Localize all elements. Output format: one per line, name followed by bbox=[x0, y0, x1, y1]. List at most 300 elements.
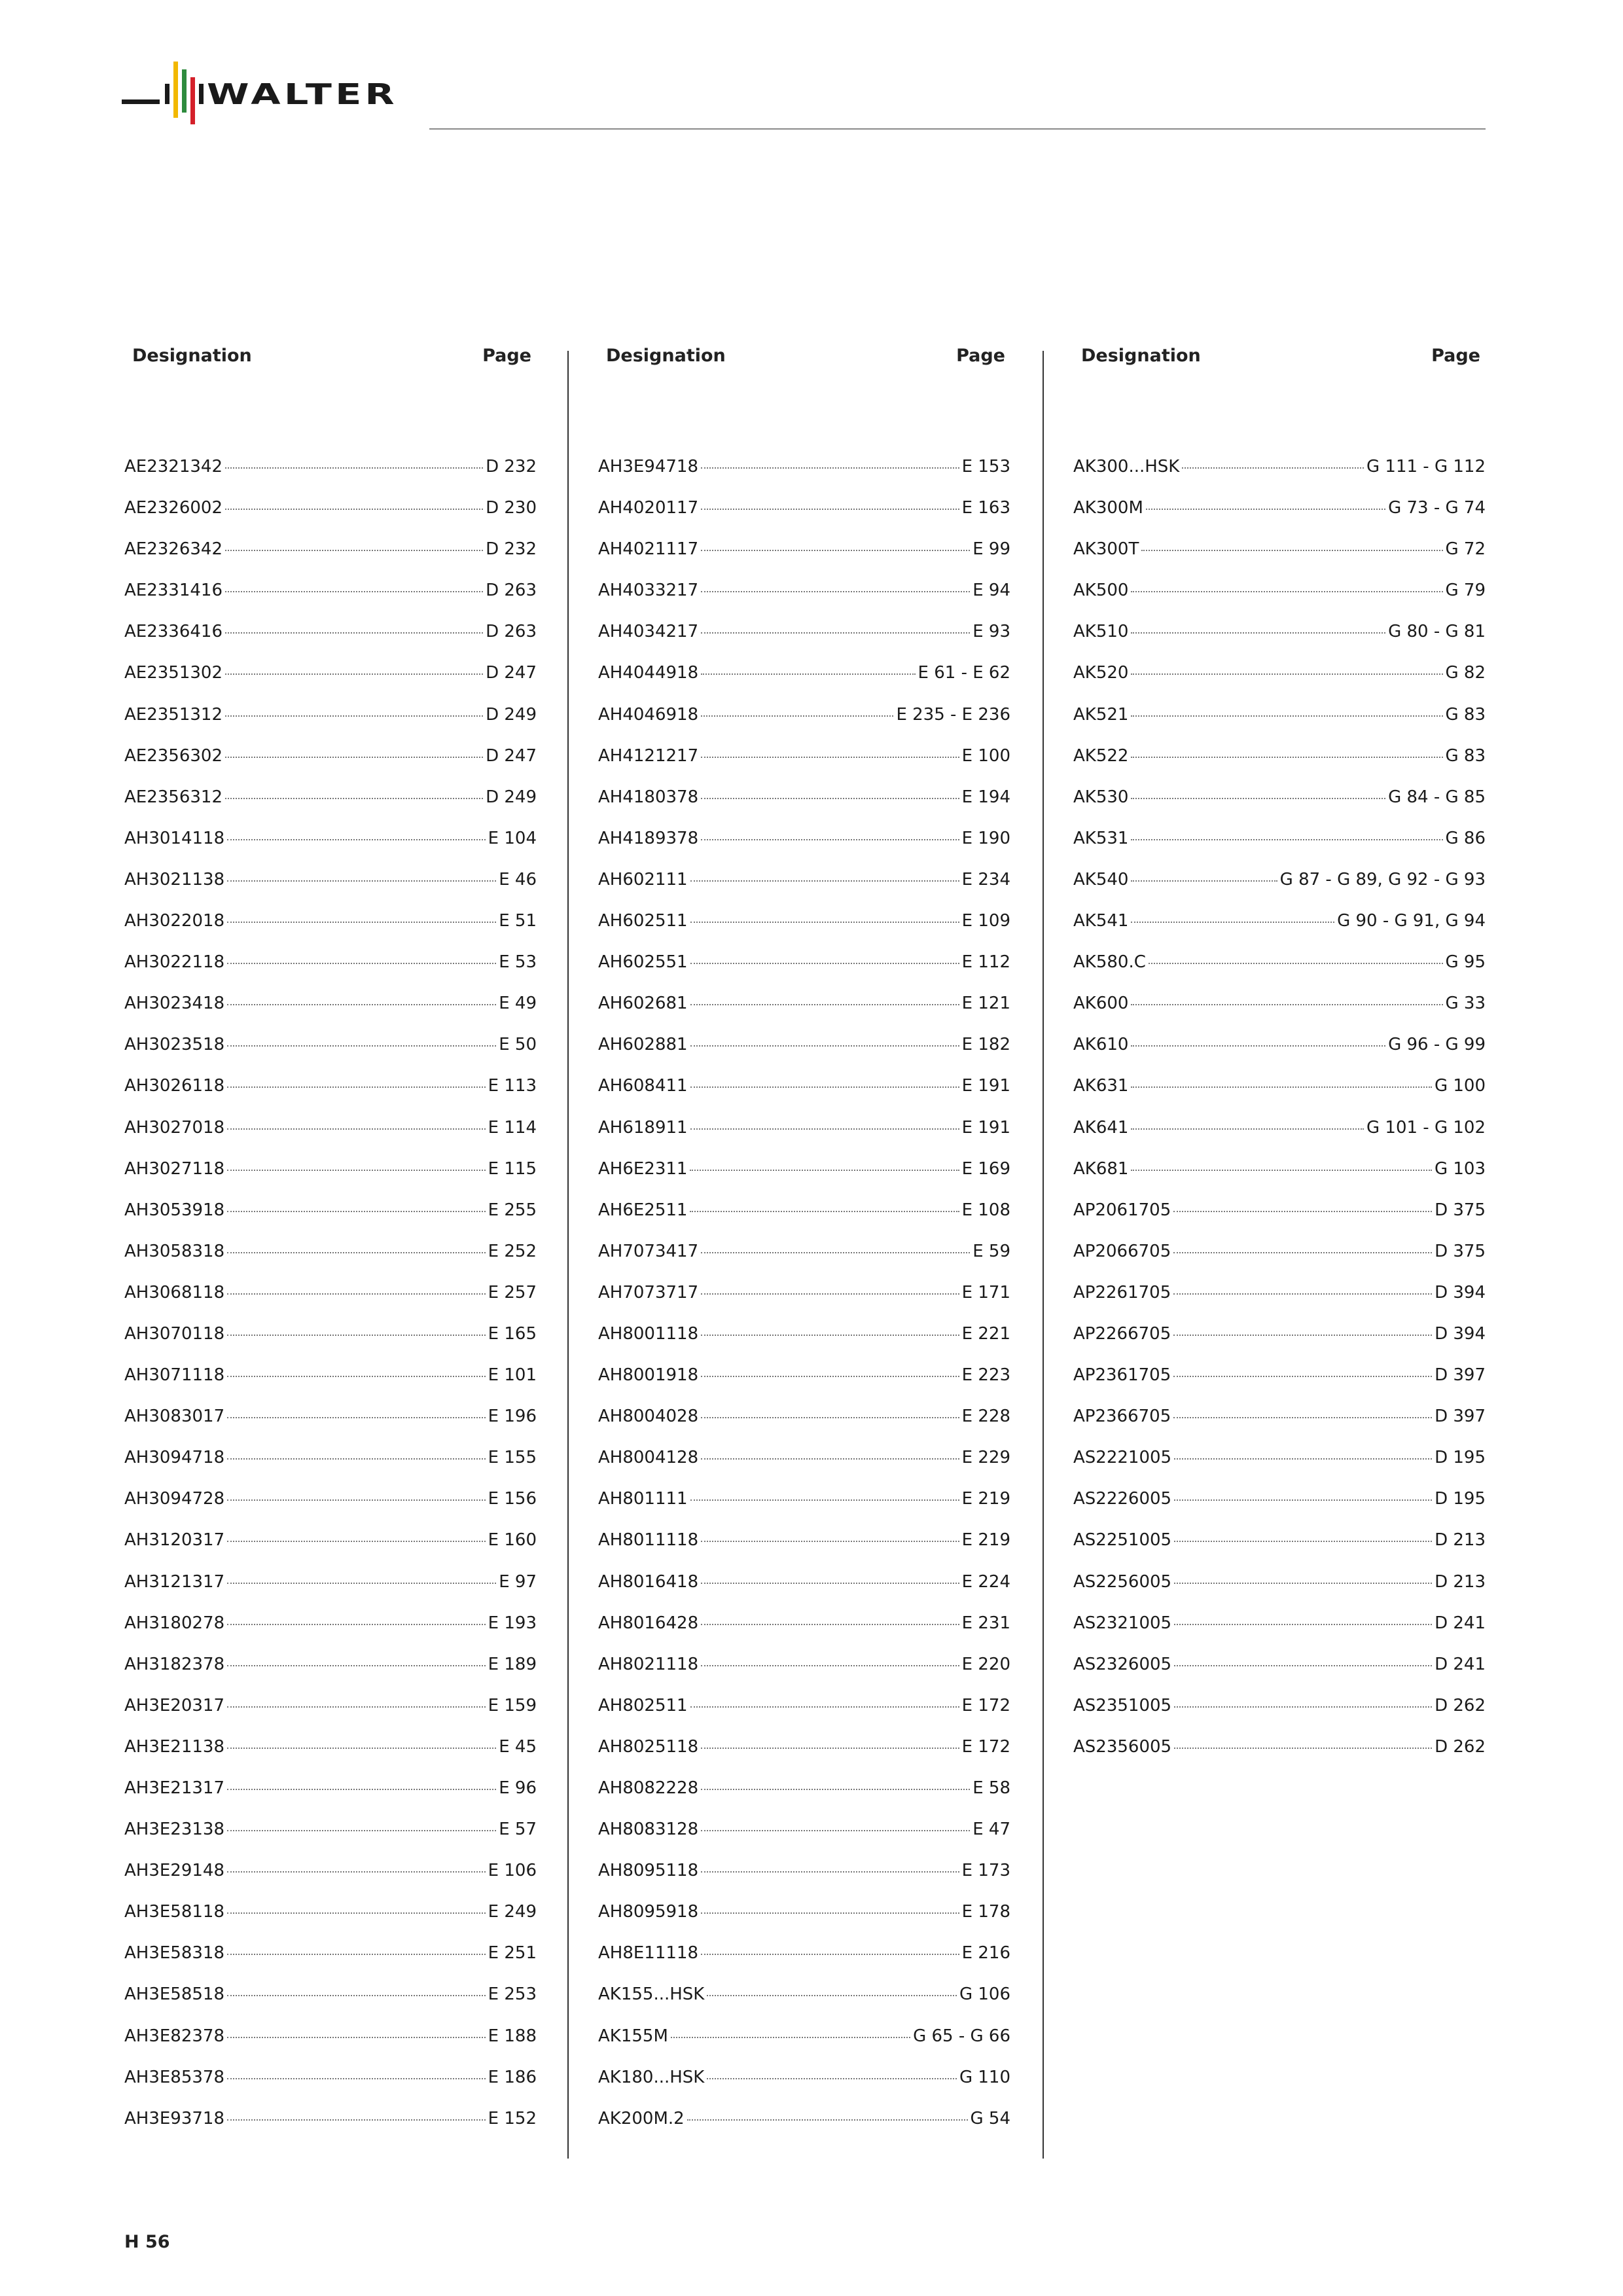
column-header bbox=[124, 346, 537, 385]
index-row bbox=[124, 663, 537, 704]
designation-cell: AH3180278 bbox=[124, 1613, 225, 1633]
index-row bbox=[1073, 1737, 1486, 1778]
designation-cell: AH8095918 bbox=[598, 1902, 699, 1922]
index-row bbox=[598, 2109, 1010, 2150]
dot-leader bbox=[1174, 1665, 1432, 1666]
designation-cell: AH8083128 bbox=[598, 1820, 699, 1840]
page-ref-cell: G 80 - G 81 bbox=[1388, 622, 1486, 642]
designation-cell: AK300...HSK bbox=[1073, 457, 1180, 476]
designation-cell: AH8001118 bbox=[598, 1323, 699, 1344]
designation-cell: AH3070118 bbox=[124, 1323, 225, 1344]
dot-leader bbox=[701, 1624, 959, 1625]
page-ref-cell: G 90 - G 91, G 94 bbox=[1337, 911, 1486, 931]
dot-leader bbox=[1131, 673, 1442, 675]
designation-cell: AP2261705 bbox=[1073, 1282, 1171, 1302]
index-row bbox=[1073, 1407, 1486, 1448]
page-ref-cell: E 61 - E 62 bbox=[918, 663, 1010, 683]
page-ref-cell: G 79 bbox=[1445, 581, 1486, 601]
index-row bbox=[1073, 1489, 1486, 1530]
dot-leader bbox=[701, 798, 959, 799]
designation-header: Designation bbox=[606, 346, 726, 366]
dot-leader bbox=[227, 1335, 486, 1336]
index-row bbox=[124, 1076, 537, 1117]
designation-cell: AH602881 bbox=[598, 1035, 688, 1055]
dot-leader bbox=[707, 2078, 957, 2079]
dot-leader bbox=[701, 1541, 959, 1542]
index-row bbox=[1073, 1696, 1486, 1737]
dot-leader bbox=[701, 715, 893, 717]
index-row bbox=[598, 1572, 1010, 1613]
index-row bbox=[124, 1365, 537, 1407]
index-row bbox=[598, 1365, 1010, 1407]
designation-cell: AH3058318 bbox=[124, 1241, 225, 1261]
dot-leader bbox=[227, 1170, 486, 1171]
page-ref-cell: E 101 bbox=[488, 1365, 537, 1386]
dot-leader bbox=[701, 1665, 959, 1666]
designation-cell: AH4044918 bbox=[598, 663, 699, 683]
index-row bbox=[124, 2026, 537, 2068]
page-ref-cell: D 394 bbox=[1435, 1323, 1486, 1344]
page-ref-cell: D 213 bbox=[1435, 1571, 1486, 1592]
designation-cell: AH3121317 bbox=[124, 1571, 225, 1592]
dot-leader bbox=[1182, 467, 1364, 469]
page-ref-cell: E 106 bbox=[488, 1861, 537, 1881]
designation-cell: AK200M.2 bbox=[598, 2108, 685, 2128]
designation-cell: AE2356312 bbox=[124, 787, 223, 807]
page-ref-cell: E 193 bbox=[488, 1613, 537, 1633]
logo-bar-green bbox=[182, 69, 187, 113]
page-ref-cell: D 397 bbox=[1435, 1365, 1486, 1386]
page-ref-cell: E 223 bbox=[961, 1365, 1010, 1386]
page-ref-cell: E 112 bbox=[961, 952, 1010, 973]
designation-cell: AS2321005 bbox=[1073, 1613, 1172, 1633]
index-row bbox=[124, 1448, 537, 1489]
page-ref-cell: D 263 bbox=[486, 622, 537, 642]
designation-cell: AH3022018 bbox=[124, 911, 225, 931]
designation-cell: AH3021138 bbox=[124, 869, 225, 889]
dot-leader bbox=[227, 839, 486, 840]
dot-leader bbox=[227, 1541, 486, 1542]
designation-cell: AH4189378 bbox=[598, 828, 699, 848]
index-row bbox=[124, 1489, 537, 1530]
dot-leader bbox=[687, 2119, 968, 2121]
index-row bbox=[124, 994, 537, 1035]
dot-leader bbox=[701, 1954, 959, 1955]
index-row bbox=[124, 1820, 537, 1861]
index-row bbox=[598, 911, 1010, 952]
page-ref-cell: E 163 bbox=[961, 498, 1010, 518]
index-row bbox=[598, 705, 1010, 746]
designation-cell: AP2266705 bbox=[1073, 1323, 1171, 1344]
dot-leader bbox=[225, 591, 483, 592]
page-ref-cell: E 228 bbox=[961, 1407, 1010, 1427]
dot-leader bbox=[1131, 1045, 1385, 1047]
dot-leader bbox=[227, 1086, 486, 1088]
page-ref-cell: E 251 bbox=[488, 1943, 537, 1964]
page-ref-cell: E 172 bbox=[961, 1695, 1010, 1715]
dot-leader bbox=[701, 1789, 970, 1790]
designation-cell: AH3094718 bbox=[124, 1448, 225, 1468]
designation-cell: AH3022118 bbox=[124, 952, 225, 973]
dot-leader bbox=[227, 1871, 486, 1873]
designation-cell: AH3E29148 bbox=[124, 1861, 225, 1881]
index-row bbox=[1073, 1655, 1486, 1696]
index-row bbox=[1073, 705, 1486, 746]
page-ref-cell: E 229 bbox=[961, 1448, 1010, 1468]
page-ref-cell: G 83 bbox=[1445, 745, 1486, 766]
index-row bbox=[1073, 622, 1486, 663]
dot-leader bbox=[1173, 1252, 1432, 1253]
designation-cell: AK530 bbox=[1073, 787, 1129, 807]
index-row bbox=[124, 705, 537, 746]
dot-leader bbox=[1146, 509, 1385, 510]
page-ref-cell: E 231 bbox=[961, 1613, 1010, 1633]
designation-cell: AH3E21317 bbox=[124, 1778, 225, 1798]
page-ref-cell: G 72 bbox=[1445, 539, 1486, 560]
page-ref-cell: E 104 bbox=[488, 828, 537, 848]
designation-cell: AH6E2511 bbox=[598, 1200, 688, 1220]
designation-cell: AK180...HSK bbox=[598, 2067, 705, 2087]
index-row bbox=[124, 1861, 537, 1902]
dot-leader bbox=[1174, 1583, 1432, 1584]
index-row bbox=[124, 911, 537, 952]
page-ref-cell: E 165 bbox=[488, 1323, 537, 1344]
dot-leader bbox=[701, 1583, 959, 1584]
dot-leader bbox=[1174, 1748, 1432, 1749]
index-row bbox=[598, 1407, 1010, 1448]
dot-leader bbox=[690, 922, 959, 923]
designation-cell: AH3E94718 bbox=[598, 457, 699, 476]
dot-leader bbox=[1174, 1706, 1432, 1708]
dot-leader bbox=[1174, 1541, 1432, 1542]
index-row bbox=[1073, 746, 1486, 787]
index-row bbox=[1073, 539, 1486, 581]
index-row bbox=[124, 1943, 537, 1984]
page-ref-cell: E 255 bbox=[488, 1200, 537, 1220]
index-row bbox=[124, 2109, 537, 2150]
index-row bbox=[1073, 1283, 1486, 1324]
designation-cell: AH3094728 bbox=[124, 1489, 225, 1509]
dot-leader bbox=[1173, 1335, 1432, 1336]
page-ref-cell: E 219 bbox=[961, 1489, 1010, 1509]
page-ref-cell: D 375 bbox=[1435, 1241, 1486, 1261]
designation-cell: AE2331416 bbox=[124, 581, 223, 601]
page-ref-cell: G 54 bbox=[970, 2108, 1010, 2128]
dot-leader bbox=[1149, 963, 1443, 964]
designation-cell: AH3014118 bbox=[124, 828, 225, 848]
dot-leader bbox=[690, 880, 959, 882]
designation-cell: AH3023418 bbox=[124, 994, 225, 1014]
page-ref-cell: D 241 bbox=[1435, 1613, 1486, 1633]
designation-cell: AK580.C bbox=[1073, 952, 1146, 973]
walter-logo bbox=[122, 60, 403, 132]
page-ref-cell: E 114 bbox=[488, 1117, 537, 1138]
index-rows bbox=[124, 457, 537, 2150]
dot-leader bbox=[227, 1458, 486, 1460]
designation-cell: AH3053918 bbox=[124, 1200, 225, 1220]
index-row bbox=[124, 622, 537, 663]
page-ref-cell: G 86 bbox=[1445, 828, 1486, 848]
designation-cell: AH6E2311 bbox=[598, 1158, 688, 1179]
designation-cell: AH4034217 bbox=[598, 622, 699, 642]
designation-cell: AS2356005 bbox=[1073, 1736, 1172, 1757]
designation-cell: AK155M bbox=[598, 2026, 668, 2046]
index-row bbox=[598, 1696, 1010, 1737]
designation-cell: AK300M bbox=[1073, 498, 1143, 518]
index-row bbox=[124, 1778, 537, 1820]
page-ref-cell: E 194 bbox=[961, 787, 1010, 807]
index-row bbox=[124, 1407, 537, 1448]
index-row bbox=[124, 2068, 537, 2109]
index-row bbox=[598, 952, 1010, 994]
dot-leader bbox=[701, 509, 959, 510]
dot-leader bbox=[671, 2037, 910, 2038]
index-row bbox=[124, 1118, 537, 1159]
page-ref-cell: E 108 bbox=[961, 1200, 1010, 1220]
designation-cell: AH8082228 bbox=[598, 1778, 699, 1798]
index-rows bbox=[1073, 457, 1486, 1778]
dot-leader bbox=[227, 1912, 486, 1914]
designation-cell: AE2356302 bbox=[124, 745, 223, 766]
index-row bbox=[1073, 498, 1486, 539]
page-ref-cell: E 121 bbox=[961, 994, 1010, 1014]
index-row bbox=[598, 829, 1010, 870]
designation-cell: AK641 bbox=[1073, 1117, 1129, 1138]
dot-leader bbox=[701, 1458, 959, 1460]
index-row bbox=[1073, 1572, 1486, 1613]
index-row bbox=[124, 539, 537, 581]
index-row bbox=[1073, 1200, 1486, 1242]
index-row bbox=[598, 1242, 1010, 1283]
designation-cell: AK681 bbox=[1073, 1158, 1129, 1179]
page-ref-cell: E 191 bbox=[961, 1076, 1010, 1096]
page-ref-cell: D 249 bbox=[486, 787, 537, 807]
dot-leader bbox=[227, 2119, 486, 2121]
index-row bbox=[1073, 911, 1486, 952]
page-ref-cell: G 82 bbox=[1445, 663, 1486, 683]
page-header: Page bbox=[1431, 346, 1480, 366]
designation-cell: AH3E58518 bbox=[124, 1984, 225, 2005]
designation-cell: AK531 bbox=[1073, 828, 1129, 848]
page-ref-cell: G 101 - G 102 bbox=[1366, 1117, 1486, 1138]
designation-cell: AK520 bbox=[1073, 663, 1129, 683]
dot-leader bbox=[225, 798, 483, 799]
dot-leader bbox=[227, 1376, 486, 1377]
page-ref-cell: G 111 - G 112 bbox=[1366, 457, 1486, 476]
index-row bbox=[124, 1902, 537, 1943]
page-ref-cell: D 230 bbox=[486, 498, 537, 518]
dot-leader bbox=[690, 1170, 959, 1171]
designation-cell: AH801111 bbox=[598, 1489, 688, 1509]
dot-leader bbox=[690, 1128, 959, 1130]
page-ref-cell: E 224 bbox=[961, 1571, 1010, 1592]
index-row bbox=[124, 1242, 537, 1283]
page-ref-cell: E 156 bbox=[488, 1489, 537, 1509]
designation-cell: AH3E58118 bbox=[124, 1902, 225, 1922]
page-ref-cell: G 100 bbox=[1434, 1076, 1486, 1096]
dot-leader bbox=[701, 1293, 959, 1295]
dot-leader bbox=[1131, 922, 1334, 923]
index-row bbox=[598, 1861, 1010, 1902]
dot-leader bbox=[1131, 1170, 1431, 1171]
dot-leader bbox=[227, 1293, 486, 1295]
dot-leader bbox=[701, 757, 959, 758]
page-ref-cell: E 221 bbox=[961, 1323, 1010, 1344]
designation-cell: AK610 bbox=[1073, 1035, 1129, 1055]
dot-leader bbox=[227, 1995, 486, 1996]
logo-wordmark: WALTER bbox=[207, 78, 398, 111]
index-column-2 bbox=[598, 346, 1010, 2150]
designation-cell: AH3083017 bbox=[124, 1407, 225, 1427]
dot-leader bbox=[227, 1665, 486, 1666]
dot-leader bbox=[701, 1871, 959, 1873]
page-ref-cell: D 195 bbox=[1435, 1448, 1486, 1468]
designation-cell: AH3E58318 bbox=[124, 1943, 225, 1964]
page-ref-cell: E 53 bbox=[499, 952, 537, 973]
dot-leader bbox=[690, 963, 959, 964]
dot-leader bbox=[227, 1499, 486, 1501]
dot-leader bbox=[1131, 1004, 1442, 1005]
column-header bbox=[598, 346, 1010, 385]
index-row bbox=[598, 663, 1010, 704]
index-row bbox=[124, 1530, 537, 1571]
dot-leader bbox=[690, 1706, 959, 1708]
index-rows bbox=[598, 457, 1010, 2150]
dot-leader bbox=[1131, 757, 1442, 758]
designation-cell: AS2226005 bbox=[1073, 1489, 1172, 1509]
page-ref-cell: E 152 bbox=[488, 2108, 537, 2128]
designation-cell: AH3E21138 bbox=[124, 1736, 225, 1757]
dot-leader bbox=[1131, 1128, 1364, 1130]
index-row bbox=[1073, 952, 1486, 994]
designation-cell: AP2361705 bbox=[1073, 1365, 1171, 1386]
dot-leader bbox=[225, 467, 483, 469]
page-ref-cell: G 87 - G 89, G 92 - G 93 bbox=[1279, 869, 1486, 889]
designation-cell: AH618911 bbox=[598, 1117, 688, 1138]
page-header: Page bbox=[956, 346, 1005, 366]
designation-cell: AK540 bbox=[1073, 869, 1129, 889]
designation-cell: AH3120317 bbox=[124, 1530, 225, 1551]
dot-leader bbox=[227, 1954, 486, 1955]
page-ref-cell: E 178 bbox=[961, 1902, 1010, 1922]
index-row bbox=[1073, 787, 1486, 829]
designation-cell: AK541 bbox=[1073, 911, 1129, 931]
dot-leader bbox=[227, 1624, 486, 1625]
dot-leader bbox=[701, 1830, 970, 1831]
page-ref-cell: E 50 bbox=[499, 1035, 537, 1055]
dot-leader bbox=[701, 550, 970, 551]
index-row bbox=[598, 498, 1010, 539]
dot-leader bbox=[1131, 798, 1385, 799]
designation-cell: AH8004028 bbox=[598, 1407, 699, 1427]
designation-cell: AP2366705 bbox=[1073, 1407, 1171, 1427]
dot-leader bbox=[701, 591, 970, 592]
dot-leader bbox=[701, 1417, 959, 1418]
index-row bbox=[598, 746, 1010, 787]
designation-cell: AH3E93718 bbox=[124, 2108, 225, 2128]
designation-cell: AH802511 bbox=[598, 1695, 688, 1715]
index-row bbox=[598, 457, 1010, 498]
page-ref-cell: E 99 bbox=[972, 539, 1010, 560]
index-row bbox=[124, 1655, 537, 1696]
designation-cell: AH4121217 bbox=[598, 745, 699, 766]
page-ref-cell: G 33 bbox=[1445, 994, 1486, 1014]
dot-leader bbox=[225, 673, 483, 675]
designation-cell: AH8095118 bbox=[598, 1861, 699, 1881]
dot-leader bbox=[1174, 1624, 1432, 1625]
page-ref-cell: E 252 bbox=[488, 1241, 537, 1261]
dot-leader bbox=[1131, 591, 1442, 592]
designation-cell: AH4180378 bbox=[598, 787, 699, 807]
index-row bbox=[598, 2026, 1010, 2068]
dot-leader bbox=[227, 1417, 486, 1418]
page-ref-cell: E 171 bbox=[961, 1282, 1010, 1302]
page-ref-cell: D 213 bbox=[1435, 1530, 1486, 1551]
designation-cell: AE2351302 bbox=[124, 663, 223, 683]
dot-leader bbox=[1173, 1211, 1432, 1212]
index-row bbox=[124, 1324, 537, 1365]
dot-leader bbox=[227, 963, 496, 964]
index-row bbox=[598, 1448, 1010, 1489]
index-row bbox=[1073, 1035, 1486, 1076]
index-row bbox=[1073, 1365, 1486, 1407]
designation-cell: AE2326342 bbox=[124, 539, 223, 560]
designation-cell: AH602511 bbox=[598, 911, 688, 931]
page-ref-cell: E 47 bbox=[972, 1820, 1010, 1840]
designation-cell: AH8011118 bbox=[598, 1530, 699, 1551]
designation-cell: AH3068118 bbox=[124, 1282, 225, 1302]
index-row bbox=[598, 1778, 1010, 1820]
page-ref-cell: E 196 bbox=[488, 1407, 537, 1427]
index-row bbox=[598, 1902, 1010, 1943]
index-row bbox=[598, 622, 1010, 663]
index-row bbox=[1073, 994, 1486, 1035]
designation-cell: AH602681 bbox=[598, 994, 688, 1014]
dot-leader bbox=[1173, 1293, 1432, 1295]
page-ref-cell: E 93 bbox=[972, 622, 1010, 642]
designation-cell: AK500 bbox=[1073, 581, 1129, 601]
page-ref-cell: D 232 bbox=[486, 457, 537, 476]
dot-leader bbox=[701, 467, 959, 469]
designation-cell: AH7073417 bbox=[598, 1241, 699, 1261]
page-ref-cell: E 58 bbox=[972, 1778, 1010, 1798]
designation-cell: AH3027118 bbox=[124, 1158, 225, 1179]
designation-cell: AH8001918 bbox=[598, 1365, 699, 1386]
index-row bbox=[1073, 1613, 1486, 1655]
page-ref-cell: E 155 bbox=[488, 1448, 537, 1468]
designation-cell: AH3E23138 bbox=[124, 1820, 225, 1840]
index-column-1 bbox=[124, 346, 537, 2150]
designation-cell: AH3E82378 bbox=[124, 2026, 225, 2046]
designation-cell: AH8E11118 bbox=[598, 1943, 699, 1964]
page-ref-cell: E 57 bbox=[499, 1820, 537, 1840]
page-ref-cell: G 73 - G 74 bbox=[1388, 498, 1486, 518]
index-row bbox=[124, 1613, 537, 1655]
index-row bbox=[598, 1984, 1010, 2026]
dot-leader bbox=[225, 715, 483, 717]
index-row bbox=[598, 1076, 1010, 1117]
dot-leader bbox=[701, 1252, 970, 1253]
index-row bbox=[598, 1283, 1010, 1324]
dot-leader bbox=[1174, 1499, 1432, 1501]
designation-cell: AH602551 bbox=[598, 952, 688, 973]
dot-leader bbox=[701, 673, 915, 675]
designation-cell: AH8016428 bbox=[598, 1613, 699, 1633]
page-ref-cell: E 97 bbox=[499, 1571, 537, 1592]
index-row bbox=[124, 581, 537, 622]
index-row bbox=[598, 1820, 1010, 1861]
page-ref-cell: E 115 bbox=[488, 1158, 537, 1179]
